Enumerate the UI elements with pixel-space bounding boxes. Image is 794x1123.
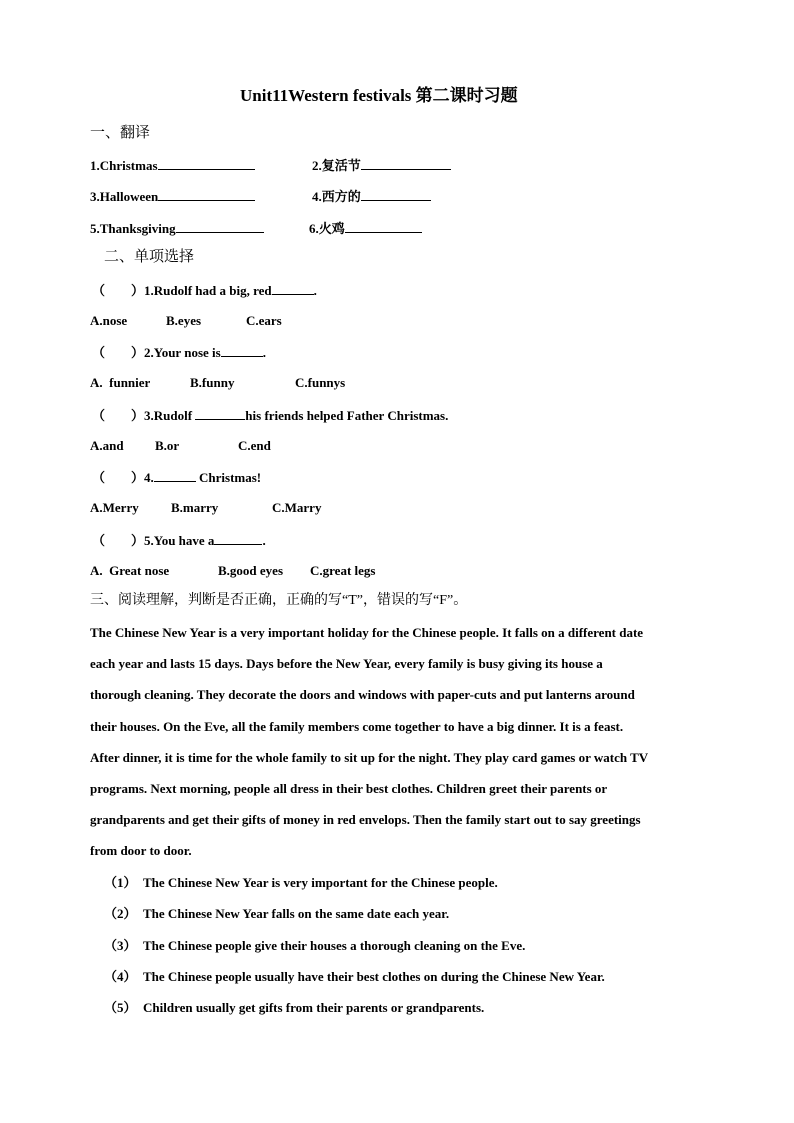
page-title: Unit11Western festivals 第二课时习题 — [240, 86, 518, 105]
answer-blank[interactable] — [221, 344, 263, 357]
translate-item-5 — [90, 220, 264, 237]
mc-option-a[interactable]: A.Merry — [90, 500, 139, 515]
mc-question-2 — [92, 344, 266, 361]
question-suffix: his friends helped Father Christmas. — [245, 408, 449, 423]
mc-question-1 — [92, 282, 317, 299]
statement-number: （5） — [104, 1000, 137, 1015]
question-text: （ ）1.Rudolf had a big, red — [92, 283, 272, 298]
passage-line: grandparents and get their gifts of money in red envelops. Then the family start out to say greetings — [90, 812, 641, 827]
mc-option-b[interactable]: B.or — [155, 438, 180, 453]
passage-line: from door to door. — [90, 843, 192, 858]
mc-question-3 — [92, 407, 448, 424]
passage-line: programs. Next morning, people all dress in their best clothes. Children greet their parents or — [90, 781, 608, 796]
translate-item-1 — [90, 157, 255, 174]
statement-text: The Chinese New Year falls on the same date each year. — [143, 906, 450, 921]
question-suffix: . — [262, 533, 266, 548]
passage-line: thorough cleaning. They decorate the doors and windows with paper-cuts and put lanterns around — [90, 687, 635, 702]
translate-label: 1.Christmas — [90, 158, 158, 173]
translate-item-6 — [309, 220, 422, 237]
answer-blank[interactable] — [154, 469, 196, 482]
section3-heading: 三、阅读理解，判断是否正确，正确的写“T”，错误的写“F”。 — [90, 593, 468, 608]
answer-blank[interactable] — [214, 532, 262, 545]
statement-text: The Chinese people usually have their best clothes on during the Chinese New Year. — [143, 969, 605, 984]
passage-line: The Chinese New Year is a very important holiday for the Chinese people. It falls on a different date — [90, 625, 644, 640]
question-suffix: Christmas! — [195, 470, 262, 485]
translate-label: 2.复活节 — [312, 158, 361, 173]
answer-blank[interactable] — [158, 157, 255, 170]
answer-blank[interactable] — [345, 220, 422, 233]
answer-blank[interactable] — [176, 220, 264, 233]
translate-label: 5.Thanksgiving — [90, 221, 176, 236]
answer-blank[interactable] — [272, 282, 314, 295]
tf-statement-4 — [104, 969, 605, 985]
passage-line: their houses. On the Eve, all the family members come together to have a big dinner. It is a feast. — [90, 719, 624, 734]
mc-option-c[interactable]: C.funnys — [295, 375, 346, 390]
question-text: （ ）5.You have a — [92, 533, 215, 548]
mc-option-b[interactable]: B.marry — [171, 500, 219, 515]
translate-item-2 — [312, 157, 451, 174]
mc-option-c[interactable]: C.ears — [246, 313, 282, 328]
statement-number: （1） — [104, 875, 137, 890]
question-text: （ ）3.Rudolf — [92, 408, 196, 423]
tf-statement-2 — [104, 906, 449, 922]
answer-blank[interactable] — [158, 188, 255, 201]
translate-item-3 — [90, 188, 255, 205]
statement-number: （2） — [104, 906, 137, 921]
answer-blank[interactable] — [361, 188, 431, 201]
mc-option-a[interactable]: A.and — [90, 438, 124, 453]
mc-option-c[interactable]: C.end — [238, 438, 271, 453]
statement-number: （4） — [104, 969, 137, 984]
mc-option-a[interactable]: A. Great nose — [90, 563, 170, 578]
mc-option-b[interactable]: B.eyes — [166, 313, 202, 328]
answer-blank[interactable] — [195, 407, 245, 420]
mc-option-b[interactable]: B.funny — [190, 375, 235, 390]
mc-option-a[interactable]: A.nose — [90, 313, 128, 328]
question-suffix: . — [313, 283, 317, 298]
statement-text: The Chinese New Year is very important for the Chinese people. — [143, 875, 498, 890]
section2-heading: 二、单项选择 — [104, 249, 195, 265]
tf-statement-5 — [104, 1000, 484, 1016]
mc-option-c[interactable]: C.Marry — [272, 500, 322, 515]
question-text: （ ）2.Your nose is — [92, 345, 221, 360]
passage-line: each year and lasts 15 days. Days before the New Year, every family is busy giving its house a — [90, 656, 603, 671]
tf-statement-3 — [104, 938, 525, 954]
mc-question-5 — [92, 532, 266, 549]
question-suffix: . — [262, 345, 266, 360]
mc-option-c[interactable]: C.great legs — [310, 563, 376, 578]
section1-heading: 一、翻译 — [90, 125, 151, 141]
statement-text: Children usually get gifts from their parents or grandparents. — [143, 1000, 485, 1015]
mc-option-a[interactable]: A. funnier — [90, 375, 151, 390]
translate-label: 6.火鸡 — [309, 221, 345, 236]
passage-line: After dinner, it is time for the whole family to sit up for the night. They play card games or watch TV — [90, 750, 649, 765]
answer-blank[interactable] — [361, 157, 451, 170]
statement-text: The Chinese people give their houses a thorough cleaning on the Eve. — [143, 938, 526, 953]
statement-number: （3） — [104, 938, 137, 953]
translate-item-4 — [312, 188, 431, 205]
translate-label: 3.Halloween — [90, 189, 159, 204]
tf-statement-1 — [104, 875, 498, 891]
translate-label: 4.西方的 — [312, 189, 361, 204]
mc-option-b[interactable]: B.good eyes — [218, 563, 283, 578]
question-text: （ ）4. — [92, 470, 154, 485]
mc-question-4 — [92, 469, 261, 486]
